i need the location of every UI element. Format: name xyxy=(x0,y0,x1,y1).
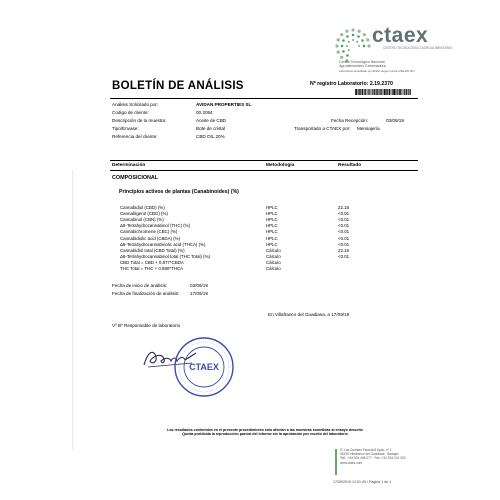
date-inicio-label: Fecha de inicio de análisis: xyxy=(112,283,168,288)
barcode-bar xyxy=(399,89,400,95)
barcode-bar xyxy=(359,89,360,95)
column-header-metodologia: Metodología xyxy=(266,163,295,168)
field-tipo-label: Tipo/Envase: xyxy=(112,126,139,131)
row-metodologia: HPLC xyxy=(266,223,278,229)
barcode-bar xyxy=(379,89,380,95)
logo-dot xyxy=(340,56,343,59)
row-resultado: 22.18 xyxy=(338,247,349,253)
logo-dot xyxy=(341,45,344,48)
barcode-bar xyxy=(392,89,393,95)
logo-dot xyxy=(348,49,350,51)
date-inicio-value: 03/09/19 xyxy=(190,283,208,288)
field-descripcion-label: Descripción de la muestra: xyxy=(112,118,167,123)
field-tipo-value: Bote de cristal xyxy=(196,126,226,131)
barcode-bar xyxy=(377,89,378,95)
logo-dot xyxy=(340,33,343,36)
barcode-bar xyxy=(394,89,395,95)
barcode-bar xyxy=(384,89,385,95)
field-transportado-label: Transportado a CTAEX por: xyxy=(294,126,351,131)
logo-dot xyxy=(352,39,354,41)
row-determinacion: Cannabinol (CBN) (%) xyxy=(120,217,164,223)
barcode-bar xyxy=(367,89,368,95)
barcode-bar xyxy=(365,89,366,95)
field-transportado-value: Mensajería xyxy=(357,126,380,131)
row-metodologia: HPLC xyxy=(266,235,278,241)
row-metodologia: HPLC xyxy=(266,211,278,217)
address-line: www.ctaex.com xyxy=(340,460,363,465)
logo-dot xyxy=(356,41,358,43)
divider xyxy=(110,170,418,171)
logo-dot xyxy=(363,45,366,48)
row-determinacion: Cannabidiolic acid (CBDA) (%) xyxy=(120,235,181,241)
barcode-bar xyxy=(410,89,411,95)
footer-address xyxy=(340,448,440,465)
logo-dot xyxy=(337,38,340,41)
logo-dot xyxy=(342,39,345,42)
logo-dot xyxy=(357,35,360,38)
row-determinacion: Δ9-Tetrahydrocannabinol (THC) (%) xyxy=(120,223,191,229)
row-determinacion: Cannabidiol total (CBD Total) (%) xyxy=(120,247,185,253)
row-resultado: <0.01 xyxy=(338,253,350,259)
logo-dot xyxy=(346,35,349,38)
barcode-bar xyxy=(358,89,359,95)
row-resultado: <0.01 xyxy=(338,211,350,217)
registry-value: 2.19.2370 xyxy=(369,81,393,87)
column-header-determinacion: Determinación xyxy=(112,163,146,168)
divider xyxy=(110,160,418,161)
address-accent xyxy=(335,449,337,475)
row-metodologia: Cálculo xyxy=(266,253,281,259)
address-line: C/ Las Cuestas Parcela 8 Apdo. nº 1 xyxy=(340,448,392,452)
logo-dot xyxy=(358,30,361,33)
barcode-bar xyxy=(372,89,373,95)
barcode-bar xyxy=(381,89,382,95)
barcode-bar xyxy=(400,89,401,95)
place-date: En Villafranco del Guadiana, a 17/09/19 xyxy=(268,312,350,317)
row-metodologia: Cálculo xyxy=(266,266,281,271)
row-metodologia: HPLC xyxy=(266,241,278,247)
field-recepcion-label: Fecha Recepción: xyxy=(331,118,369,123)
footer-disclaimer-line: Los resultados contenidos en el presente procedimiento sólo afectan a las muestras sometidas al ensayo descrito xyxy=(167,428,363,432)
logo-dot xyxy=(345,30,348,33)
barcode-bar xyxy=(402,89,403,95)
logo-dot xyxy=(348,41,350,43)
barcode-bar xyxy=(406,89,407,95)
row-resultado: <0.01 xyxy=(338,229,350,235)
field-codigo-value: 00.2054 xyxy=(196,110,213,115)
field-referencia-label: Referencia del cliente: xyxy=(112,134,158,139)
barcode-bar xyxy=(374,89,375,95)
barcode-bar xyxy=(387,89,388,95)
barcode-icon xyxy=(355,89,411,95)
side-registry-text xyxy=(70,170,76,450)
row-determinacion: Cannabidiol (CBD) (%) xyxy=(120,205,165,210)
center-name-line: Laboratorio acreditado por ENAC según norma UNE-EN ISO xyxy=(339,68,415,73)
footer-disclaimer xyxy=(150,428,380,437)
page-title: BOLETÍN DE ANÁLISIS xyxy=(112,80,244,92)
date-fin-label: Fecha de finalización de análisis: xyxy=(112,291,180,296)
barcode-bar xyxy=(355,89,356,95)
address-line: Telf.: +34 924 448 077 · Fax: +34 924 241 002 xyxy=(340,456,406,461)
logo-dot xyxy=(366,38,369,41)
field-solicitado-value: AVIDAN PROPERTIES SL xyxy=(196,102,252,107)
row-determinacion: Cannabichromene (CBC) (%) xyxy=(120,229,178,235)
registry-label: Nº registro Laboratorio: xyxy=(310,81,369,87)
barcode-bar xyxy=(356,89,357,95)
barcode-bar xyxy=(362,89,363,95)
center-name xyxy=(339,60,429,73)
logo-dot xyxy=(337,51,340,54)
row-determinacion: CBD Total = CBD + 0.877*CBDA xyxy=(120,259,184,265)
address-line: 06195 Villafranco del Guadiana · Badajoz xyxy=(340,452,399,457)
row-resultado: <0.01 xyxy=(338,241,350,247)
row-determinacion: Δ9-Tetrahydrocannabinol total (THC Total) (%) xyxy=(120,253,210,259)
laboratory-stamp xyxy=(173,336,235,398)
barcode-bar xyxy=(393,89,394,95)
field-solicitado-label: Análisis Solicitado por: xyxy=(112,102,159,107)
logo-dot xyxy=(346,54,349,57)
logo-dot xyxy=(361,39,364,42)
center-name-line: Agroalimentario Extremadura xyxy=(339,64,386,69)
row-resultado: <0.01 xyxy=(338,217,350,223)
logo-wordmark: ctaex xyxy=(372,24,429,47)
row-metodologia: HPLC xyxy=(266,229,278,235)
barcode-bar xyxy=(397,89,398,95)
row-metodologia: HPLC xyxy=(266,205,278,210)
divider xyxy=(110,98,418,99)
logo-dot xyxy=(346,45,348,47)
field-codigo-label: Codigo de cliente: xyxy=(112,110,149,115)
row-determinacion: Cannabigerol (CBG) (%) xyxy=(120,211,168,217)
barcode-bar xyxy=(376,89,377,95)
field-recepcion-value: 03/09/19 xyxy=(386,118,404,123)
logo-subtitle: CENTRO TECNOLÓGICO AGROALIMENTARIO xyxy=(383,46,453,50)
barcode-bar xyxy=(360,89,361,95)
row-metodologia: Cálculo xyxy=(266,259,281,265)
column-header-resultado: Resultado xyxy=(338,163,362,168)
date-fin-value: 17/09/19 xyxy=(190,291,208,296)
logo-dot xyxy=(352,34,355,37)
row-metodologia: HPLC xyxy=(266,217,278,223)
logo-dot xyxy=(335,44,338,47)
field-descripcion-value: Aceite de CBD xyxy=(196,118,227,123)
logo-dot xyxy=(363,33,366,36)
subsection-heading: Principios activos de plantas (Canabinoides) (%) xyxy=(119,189,239,195)
barcode-bar xyxy=(364,89,365,95)
logo-dot xyxy=(367,44,370,47)
stamp-text: CTAEX xyxy=(189,362,219,372)
signature-label: Vº Bº Responsable de laboratorio xyxy=(112,323,181,328)
registry-number xyxy=(310,81,393,87)
logo-dot xyxy=(351,28,354,31)
page-info: 17/09/2019 12:51:45 / Página 1 de 1 xyxy=(333,480,392,484)
footer-disclaimer-line: Queda prohibida la reproducción parcial del informe sin la aprobación por escrito del laboratorio xyxy=(182,432,348,437)
row-resultado: <0.01 xyxy=(338,235,350,241)
field-referencia-value: CBD OIL 20% xyxy=(196,134,225,139)
row-metodologia: Cálculo xyxy=(266,247,281,253)
section-heading: COMPOSICIONAL xyxy=(112,175,159,181)
center-name-line: Centro Tecnológico Nacional xyxy=(339,60,385,64)
row-determinacion: THC Total = THC + 0.890*THCA xyxy=(120,266,184,271)
barcode-bar xyxy=(386,89,387,95)
row-determinacion: Δ9-Tetrahydrocannabinolic acid (THCA) (%) xyxy=(120,241,206,247)
logo-dot xyxy=(358,45,360,47)
row-resultado: <0.01 xyxy=(338,223,350,229)
barcode-bar xyxy=(389,89,390,95)
logo-dot xyxy=(342,50,345,53)
barcode-bar xyxy=(404,89,405,95)
row-resultado: 22.18 xyxy=(338,205,349,210)
